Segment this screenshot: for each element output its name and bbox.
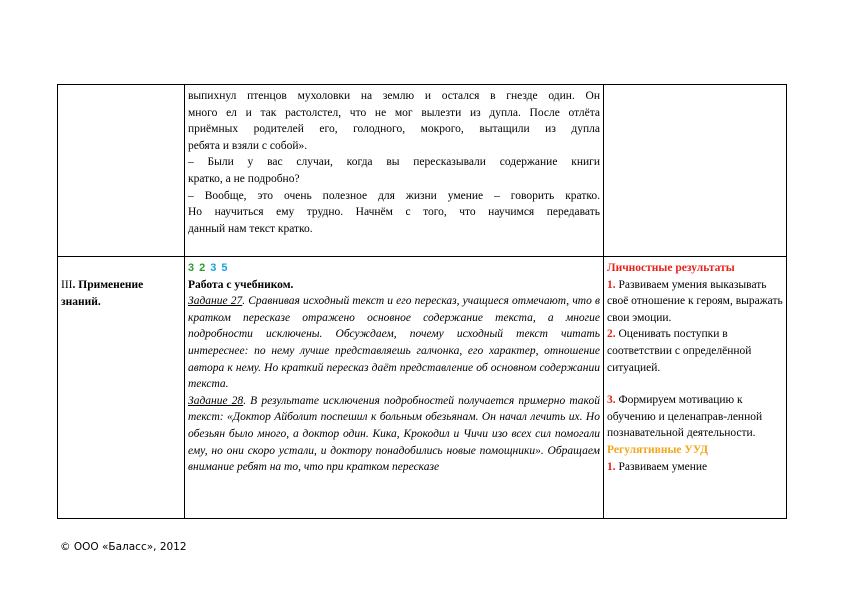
regulative-result-1: 1. Развиваем умение	[607, 460, 708, 473]
results-cell	[604, 85, 787, 257]
text-line: – Вообще, это очень полезное для жизни умение – говорить кратко.	[188, 189, 600, 202]
text-line: ребята и взяли с собой».	[188, 139, 308, 152]
text-line: – Были у вас случаи, когда вы пересказывали содержание книги	[188, 156, 600, 169]
text-line: кратко, а не подробно?	[188, 172, 300, 185]
task-28-text: . В результате исключения подробностей получается примерно такой текст: «Доктор Айболит поспешил к больным обезьянам. Он начал лечить их. Но обезьян было много, а доктор один. Кика, Крокодил и Чичи изо всех сил помогали ему, но они скоро устали, и доктору понадобились новые помощники». Обращаем внимание ребят на то, что при кратком пересказе	[188, 394, 600, 474]
text-line: приёмных родителей его, голодного, мокрого, вытащили из дупла	[188, 123, 600, 136]
table-row	[58, 257, 787, 519]
content-text	[188, 88, 600, 237]
stage-cell	[58, 257, 185, 519]
copyright-footer: © ООО «Баласс», 2012	[60, 541, 187, 553]
number-marker: 3	[210, 262, 217, 274]
regulative-results-title: Регулятивные УУД	[607, 443, 709, 456]
table-row	[58, 85, 787, 257]
text-line: данный нам текст кратко.	[188, 222, 313, 235]
stage-cell	[58, 85, 185, 257]
text-line: много ел и так растолстел, что не мог вылезти из дупла. После отлёта	[188, 106, 600, 119]
content-cell	[185, 257, 604, 519]
task-28-label: Задание 28	[188, 394, 244, 407]
results-cell	[604, 257, 787, 519]
personal-results-title: Личностные результаты	[607, 262, 735, 274]
number-marker: 5	[221, 262, 228, 274]
personal-result-1: 1. Развиваем умения выказывать своё отношение к героям, выражать свои эмоции.	[607, 278, 783, 324]
text-line: Но научиться ему трудно. Начнём с того, что научимся передавать	[188, 206, 600, 219]
text-line: выпихнул птенцов мухоловки на землю и остался в гнезде один. Он	[188, 90, 600, 102]
lesson-table	[57, 84, 787, 519]
personal-result-2: 2. Оценивать поступки в соответствии с определённой ситуацией.	[607, 328, 752, 374]
task-27-label: Задание 27	[188, 295, 243, 308]
task-27	[188, 293, 600, 393]
task-28	[188, 393, 600, 476]
number-markers	[188, 260, 600, 277]
work-title: Работа с учебником.	[188, 278, 294, 291]
content-cell	[185, 85, 604, 257]
task-27-text: . Сравнивая исходный текст и его пересказ, учащиеся отмечают, что в кратком пересказе отражено основное содержание текста, а многие подробности исключены. Обсуждаем, почему исходный текст читать интереснее: по нему лучше представляешь галчонка, его характер, отношение автора к нему. Но краткий пересказ даёт представление об основном содержании текста.	[188, 295, 601, 391]
number-marker: 2	[199, 262, 206, 274]
stage-title: III. Применение знаний.	[61, 279, 144, 308]
personal-result-3: 3. Формируем мотивацию к обучению и целенаправ-ленной познавательной деятельности.	[607, 394, 763, 440]
number-marker: 3	[188, 262, 195, 274]
